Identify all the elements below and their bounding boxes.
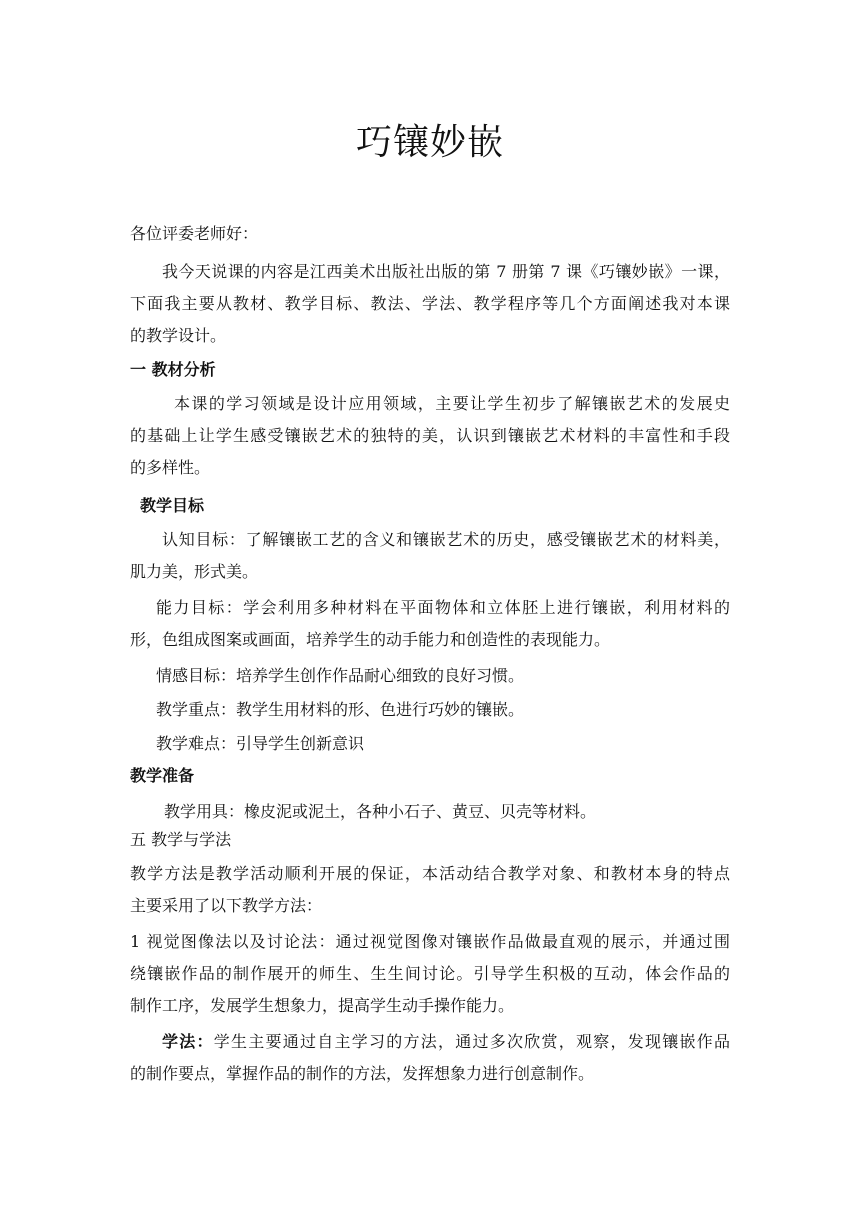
study-method-line-2: 的制作要点，掌握作品的制作的方法，发挥想象力进行创意制作。: [130, 1064, 595, 1083]
materials-line-2: 的基础上让学生感受镶嵌艺术的独特的美，认识到镶嵌艺术材料的丰富性和手段: [130, 426, 730, 445]
materials-line-3: 的多样性。: [130, 458, 211, 477]
visual-method-line-2: 绕镶嵌作品的制作展开的师生、生生间讨论。引导学生积极的互动，体会作品的: [130, 964, 730, 983]
goal-ability-line-2: 形，色组成图案或画面，培养学生的动手能力和创造性的表现能力。: [130, 630, 611, 649]
intro-line-2: 下面我主要从教材、教学目标、教法、学法、教学程序等几个方面阐述我对本课: [130, 294, 730, 313]
section-heading-materials: 一 教材分析: [130, 360, 216, 379]
key-point: 教学重点：教学生用材料的形、色进行巧妙的镶嵌。: [156, 700, 525, 719]
goal-emotion: 情感目标：培养学生创作作品耐心细致的良好习惯。: [156, 666, 525, 685]
materials-line-1: 本课的学习领域是设计应用领域，主要让学生初步了解镶嵌艺术的发展史: [174, 394, 730, 413]
section-heading-methods: 五 教学与学法: [130, 830, 232, 849]
visual-method-line-1: 1 视觉图像法以及讨论法：通过视觉图像对镶嵌作品做最直观的展示，并通过围: [130, 932, 730, 951]
study-method-line-1: [162, 1026, 730, 1058]
method-line-1: 教学方法是教学活动顺利开展的保证，本活动结合教学对象、和教材本身的特点: [130, 864, 730, 883]
method-line-2: 主要采用了以下教学方法：: [130, 896, 323, 915]
study-method-label: 学法：: [162, 1032, 214, 1051]
visual-method-line-3: 制作工序，发展学生想象力，提高学生动手操作能力。: [130, 996, 515, 1015]
goal-ability-line-1: 能力目标：学会利用多种材料在平面物体和立体胚上进行镶嵌，利用材料的: [156, 598, 730, 617]
intro-line-3: 的教学设计。: [130, 326, 227, 345]
tools-line: 教学用具：橡皮泥或泥土，各种小石子、黄豆、贝壳等材料。: [164, 802, 597, 821]
goal-cognitive-line-1: 认知目标：了解镶嵌工艺的含义和镶嵌艺术的历史，感受镶嵌艺术的材料美，: [162, 530, 730, 549]
document-title: 巧镶妙嵌: [355, 122, 504, 163]
section-heading-goals: 教学目标: [140, 496, 205, 515]
difficult-point: 教学难点：引导学生创新意识: [156, 734, 365, 753]
study-method-text: 学生主要通过自主学习的方法，通过多次欣赏，观察，发现镶嵌作品: [213, 1032, 730, 1051]
greeting: 各位评委老师好：: [130, 224, 259, 243]
section-heading-preparation: 教学准备: [130, 766, 195, 785]
intro-line-1: 我今天说课的内容是江西美术出版社出版的第 7 册第 7 课《巧镶妙嵌》一课，: [162, 262, 730, 281]
goal-cognitive-line-2: 肌力美，形式美。: [130, 562, 259, 581]
